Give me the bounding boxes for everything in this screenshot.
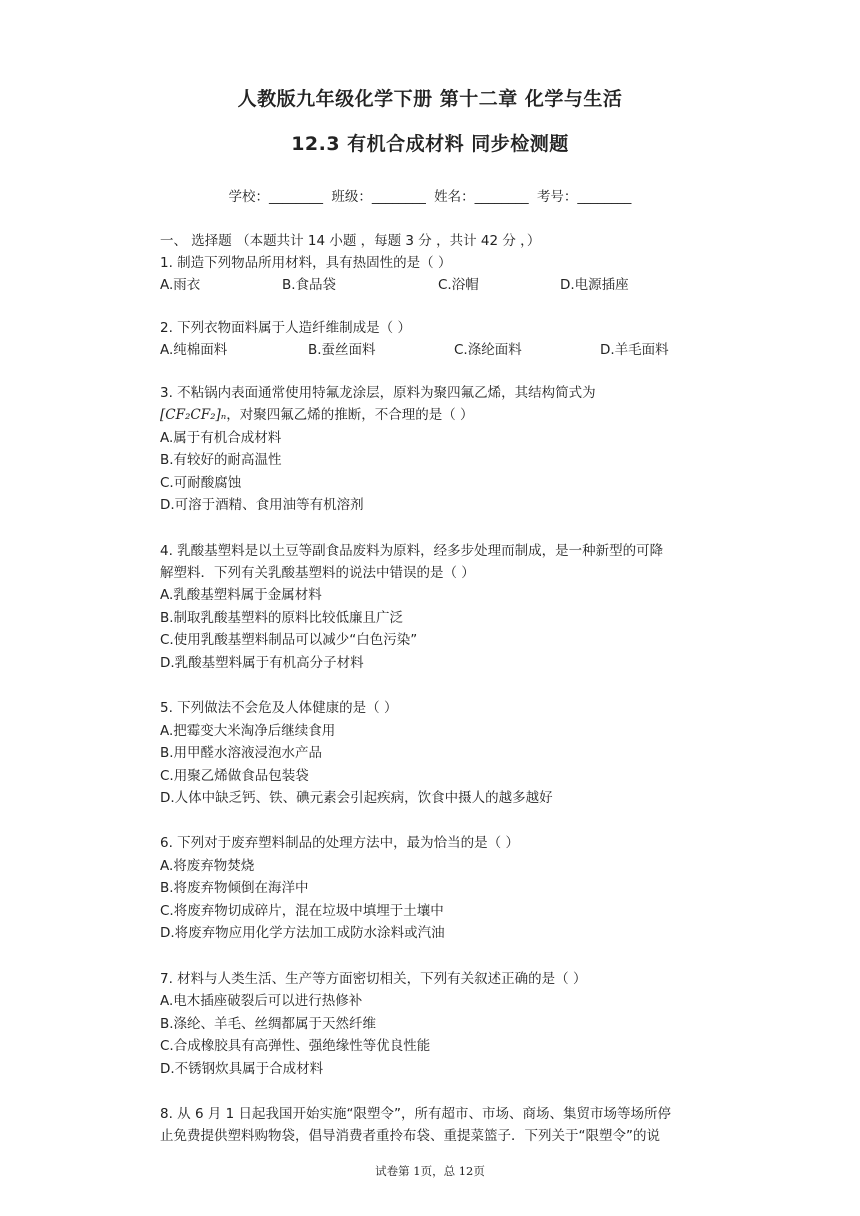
option-b[interactable]: B.将废弃物倾倒在海洋中 bbox=[160, 880, 309, 896]
option-d[interactable]: D.人体中缺乏钙、铁、碘元素会引起疾病，饮食中摄人的越多越好 bbox=[160, 790, 553, 806]
option-a[interactable]: A.将废弃物焚烧 bbox=[160, 858, 255, 874]
option-c[interactable]: C.合成橡胶具有高弹性、强绝缘性等优良性能 bbox=[160, 1038, 431, 1054]
question-stem: 2. 下列衣物面料属于人造纤维制成是（ ） bbox=[160, 320, 411, 336]
option-b[interactable]: B.用甲醛水溶液浸泡水产品 bbox=[160, 745, 323, 761]
option-b[interactable]: B.制取乳酸基塑料的原料比较低廉且广泛 bbox=[160, 610, 404, 626]
option-c[interactable]: C.涤纶面料 bbox=[454, 342, 522, 358]
option-d[interactable]: D.可溶于酒精、食用油等有机溶剂 bbox=[160, 497, 364, 513]
option-c[interactable]: C.可耐酸腐蚀 bbox=[160, 475, 242, 491]
structural-formula: [CF₂CF₂]ₙ bbox=[160, 407, 227, 423]
class-field[interactable]: 班级：________ bbox=[331, 189, 426, 205]
option-d[interactable]: D.电源插座 bbox=[560, 277, 629, 293]
option-c[interactable]: C.浴帽 bbox=[438, 277, 479, 293]
question-stem: 1. 制造下列物品所用材料，具有热固性的是（ ） bbox=[160, 255, 452, 271]
option-d[interactable]: D.乳酸基塑料属于有机高分子材料 bbox=[160, 655, 364, 671]
option-b[interactable]: B.蚕丝面料 bbox=[308, 342, 376, 358]
question-stem-continued: 止免费提供塑料购物袋，倡导消费者重拎布袋、重提菜篮子．下列关于“限塑令”的说 bbox=[160, 1128, 660, 1144]
question-stem-continued: 解塑料．下列有关乳酸基塑料的说法中错误的是（ ） bbox=[160, 565, 475, 581]
option-a[interactable]: A.纯棉面料 bbox=[160, 342, 228, 358]
school-field[interactable]: 学校：________ bbox=[228, 189, 324, 205]
question-stem-continued: [CF₂CF₂]ₙ，对聚四氟乙烯的推断，不合理的是（ ） bbox=[160, 407, 474, 423]
option-b[interactable]: B.食品袋 bbox=[282, 277, 337, 293]
question-stem: 7. 材料与人类生活、生产等方面密切相关，下列有关叙述正确的是（ ） bbox=[160, 971, 587, 987]
option-d[interactable]: D.将废弃物应用化学方法加工成防水涂料或汽油 bbox=[160, 925, 445, 941]
exam-subtitle: 12.3 有机合成材料 同步检测题 bbox=[291, 133, 569, 155]
option-d[interactable]: D.不锈钢炊具属于合成材料 bbox=[160, 1061, 324, 1077]
option-a[interactable]: A.电木插座破裂后可以进行热修补 bbox=[160, 993, 363, 1009]
section-heading: 一、 选择题 （本题共计 14 小题 ，每题 3 分 ，共计 42 分 ，） bbox=[160, 233, 541, 249]
option-b[interactable]: B.有较好的耐高温性 bbox=[160, 452, 282, 468]
question-stem: 4. 乳酸基塑料是以土豆等副食品废料为原料，经多步处理而制成，是一种新型的可降 bbox=[160, 543, 664, 559]
exam-title: 人教版九年级化学下册 第十二章 化学与生活 bbox=[237, 88, 623, 110]
option-a[interactable]: A.雨衣 bbox=[160, 277, 201, 293]
option-c[interactable]: C.用聚乙烯做食品包装袋 bbox=[160, 768, 309, 784]
question-stem: 6. 下列对于废弃塑料制品的处理方法中，最为恰当的是（ ） bbox=[160, 835, 519, 851]
option-c[interactable]: C.将废弃物切成碎片，混在垃圾中填埋于土壤中 bbox=[160, 903, 444, 919]
name-field[interactable]: 姓名：________ bbox=[434, 189, 529, 205]
student-info-line bbox=[0, 185, 860, 205]
question-stem: 3. 不粘锅内表面通常使用特氟龙涂层，原料为聚四氟乙烯，其结构简式为 bbox=[160, 385, 596, 401]
option-c[interactable]: C.使用乳酸基塑料制品可以减少“白色污染” bbox=[160, 632, 418, 648]
option-b[interactable]: B.涤纶、羊毛、丝绸都属于天然纤维 bbox=[160, 1016, 377, 1032]
page-footer: 试卷第 1页，总 12页 bbox=[375, 1164, 485, 1178]
option-a[interactable]: A.乳酸基塑料属于金属材料 bbox=[160, 587, 322, 603]
question-stem: 8. 从 6 月 1 日起我国开始实施“限塑令”，所有超市、市场、商场、集贸市场等场所停 bbox=[160, 1106, 672, 1122]
option-a[interactable]: A.把霉变大米淘净后继续食用 bbox=[160, 723, 336, 739]
question-stem: 5. 下列做法不会危及人体健康的是（ ） bbox=[160, 700, 398, 716]
exam-number-field[interactable]: 考号：________ bbox=[536, 189, 632, 205]
option-d[interactable]: D.羊毛面料 bbox=[600, 342, 669, 358]
option-a[interactable]: A.属于有机合成材料 bbox=[160, 430, 282, 446]
